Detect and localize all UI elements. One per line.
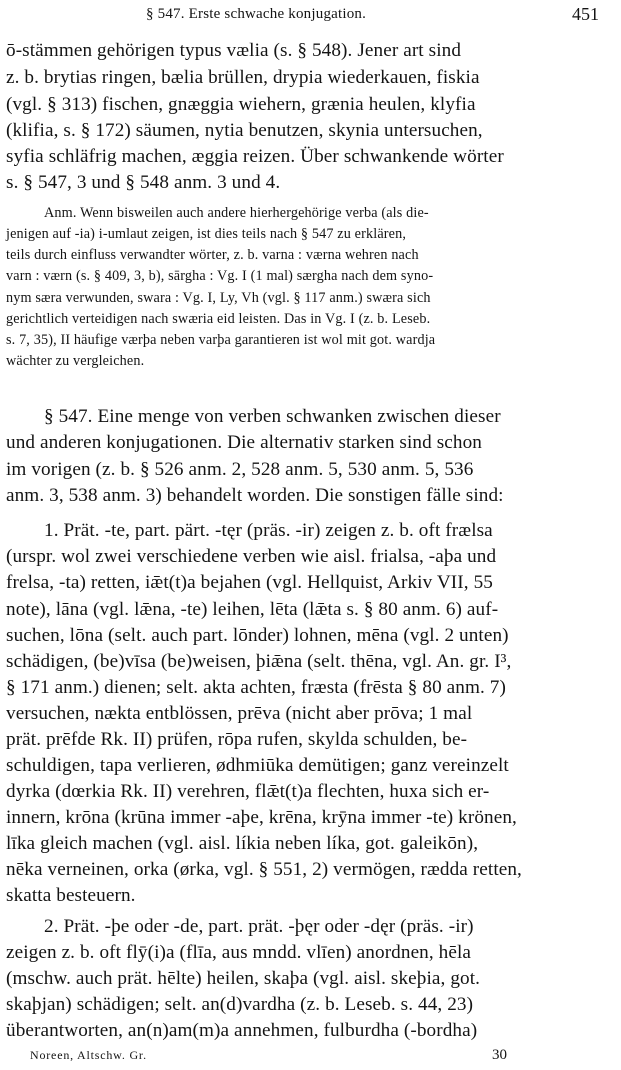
text-line: skatta besteuern. bbox=[6, 885, 136, 906]
text-line: § 171 anm.) dienen; selt. akta achten, fræsta (frēsta § 80 anm. 7) bbox=[6, 677, 506, 698]
printer-signature: Noreen, Altschw. Gr. bbox=[30, 1048, 147, 1062]
text-line: (mschw. auch prät. hēlte) heilen, skaþa (vgl. aisl. skeþia, got. bbox=[6, 968, 481, 989]
text-line: z. b. brytias ringen, bælia brüllen, drypia wiederkauen, fiskia bbox=[6, 67, 480, 88]
annotation-line: nym særa verwunden, swara : Vg. I, Ly, Vh (vgl. § 117 anm.) swæra sich bbox=[6, 290, 431, 306]
text-line: suchen, lōna (selt. auch part. lōnder) lohnen, mēna (vgl. 2 unten) bbox=[6, 625, 509, 646]
text-line: im vorigen (z. b. § 526 anm. 2, 528 anm. 5, 530 anm. 5, 536 bbox=[6, 459, 474, 480]
page-header bbox=[0, 4, 621, 26]
annotation-line: Anm. Wenn bisweilen auch andere hierhergehörige verba (als die- bbox=[44, 205, 429, 221]
text-line: anm. 3, 538 anm. 3) behandelt worden. Die sonstigen fälle sind: bbox=[6, 485, 504, 506]
item-start-line: 1. Prät. -te, part. pärt. -tęr (präs. -ir) zeigen z. b. oft frælsa bbox=[44, 520, 493, 541]
annotation-line: s. 7, 35), II häufige værþa neben varþa garantieren ist wol mit got. wardja bbox=[6, 332, 436, 348]
text-line: innern, krōna (krūna immer -aþe, krēna, krȳna immer -te) krönen, bbox=[6, 807, 517, 828]
text-line: schädigen, (be)vīsa (be)weisen, þiǣna (selt. thēna, vgl. An. gr. I³, bbox=[6, 651, 512, 672]
text-line: skaþjan) schädigen; selt. an(d)vardha (z. b. Leseb. s. 44, 23) bbox=[6, 994, 474, 1015]
section-heading-line: § 547. Eine menge von verben schwanken zwischen dieser bbox=[44, 406, 501, 427]
annotation-line: wächter zu vergleichen. bbox=[6, 353, 145, 369]
page-number: 451 bbox=[572, 4, 599, 24]
text-line: schuldigen, tapa verlieren, ødhmiūka demütigen; ganz vereinzelt bbox=[6, 755, 509, 776]
text-line: syfia schläfrig machen, æggia reizen. Über schwankende wörter bbox=[6, 146, 504, 167]
sheet-number: 30 bbox=[492, 1047, 507, 1063]
annotation-line: jenigen auf -ia) i-umlaut zeigen, ist dies teils nach § 547 zu erklären, bbox=[6, 226, 407, 242]
text-line: versuchen, nækta entblössen, prēva (nicht aber prōva; 1 mal bbox=[6, 703, 473, 724]
text-line: (vgl. § 313) fischen, gnæggia wiehern, grænia heulen, klyfia bbox=[6, 94, 476, 115]
text-line: prät. prēfde Rk. II) prüfen, rōpa rufen, skylda schulden, be- bbox=[6, 729, 468, 750]
text-line: s. § 547, 3 und § 548 anm. 3 und 4. bbox=[6, 172, 281, 193]
text-line: (klifia, s. § 172) säumen, nytia benutzen, skynia untersuchen, bbox=[6, 120, 483, 141]
text-line: und anderen konjugationen. Die alternativ starken sind schon bbox=[6, 432, 482, 453]
text-line: dyrka (dœrkia Rk. II) verehren, flǣt(t)a flechten, huxa sich er- bbox=[6, 781, 490, 802]
annotation-line: gerichtlich verteidigen nach swæria eid leisten. Das in Vg. I (z. b. Leseb. bbox=[6, 311, 431, 327]
running-title: § 547. Erste schwache konjugation. bbox=[146, 6, 367, 22]
text-line: nēka verneinen, orka (ørka, vgl. § 551, 2) vermögen, rædda retten, bbox=[6, 859, 522, 880]
text-line: frelsa, -ta) retten, iǣt(t)a bejahen (vgl. Hellquist, Arkiv VII, 55 bbox=[6, 572, 493, 593]
text-line: zeigen z. b. oft flȳ(i)a (flīa, aus mndd. vlīen) anordnen, hēla bbox=[6, 942, 472, 963]
page-footer bbox=[0, 1046, 621, 1068]
text-line: note), lāna (vgl. lǣna, -te) leihen, lēta (lǣta s. § 80 anm. 6) auf- bbox=[6, 599, 499, 620]
text-line: (urspr. wol zwei verschiedene verben wie aisl. frialsa, -aþa und bbox=[6, 546, 497, 567]
text-line: līka gleich machen (vgl. aisl. líkia neben líka, got. galeikōn), bbox=[6, 833, 479, 854]
annotation-line: teils durch einfluss verwandter wörter, z. b. varna : værna wehren nach bbox=[6, 247, 419, 263]
text-line: ō-stämmen gehörigen typus vælia (s. § 548). Jener art sind bbox=[6, 40, 462, 61]
text-line: überantworten, an(n)am(m)a annehmen, fulburdha (-bordha) bbox=[6, 1020, 478, 1041]
annotation-line: varn : værn (s. § 409, 3, b), sārgha : Vg. I (1 mal) særgha nach dem syno- bbox=[6, 268, 434, 284]
item-start-line: 2. Prät. -þe oder -de, part. prät. -þęr oder -dęr (präs. -ir) bbox=[44, 916, 474, 937]
